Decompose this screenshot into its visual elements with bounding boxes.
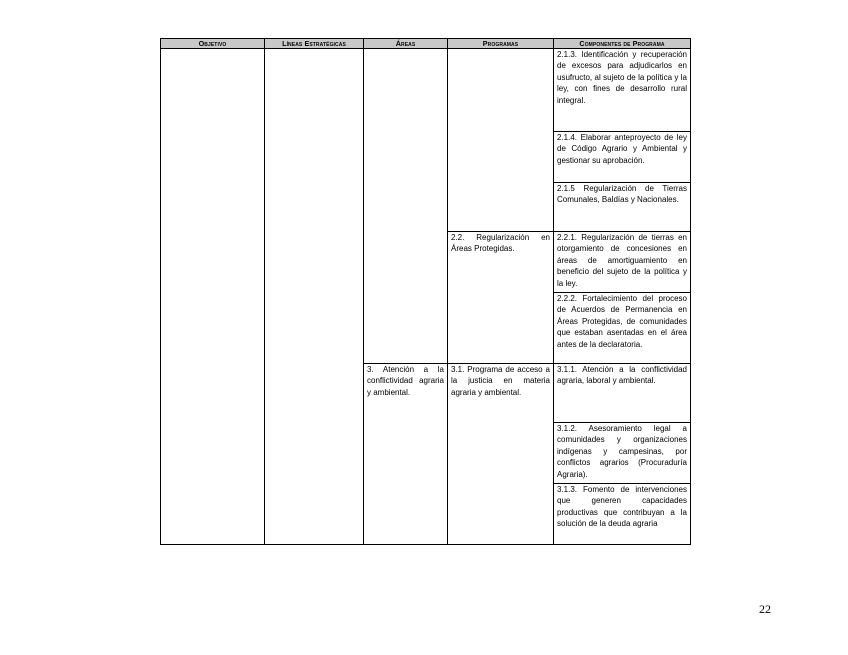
component-3-1-1: 3.1.1. Atención a la conflictividad agraria, laboral y ambiental. — [554, 364, 691, 423]
objetivo-cell — [161, 49, 265, 545]
area-cell-empty — [364, 49, 448, 364]
component-3-1-2: 3.1.2. Asesoramiento legal a comunidades y organizaciones indígenas y campesinas, por conflictos agrarios (Procuraduría Agraria). — [554, 423, 691, 484]
component-2-2-2: 2.2.2. Fortalecimiento del proceso de Acuerdos de Permanencia en Áreas Protegidas, de comunidades que estaban asentadas en el área antes de la declaratoria. — [554, 293, 691, 364]
component-2-1-3: 2.1.3. Identificación y recuperación de excesos para adjudicarlos en usufructo, al sujeto de la política y la ley, con fines de desarrollo rural integral. — [554, 49, 691, 132]
header-programas: Programas — [448, 39, 554, 49]
lineas-estrategicas-cell — [265, 49, 364, 545]
component-2-1-4: 2.1.4. Elaborar anteproyecto de ley de Código Agrario y Ambiental y gestionar su aprobación. — [554, 132, 691, 183]
header-componentes: Componentes de Programa — [554, 39, 691, 49]
component-2-2-1: 2.2.1. Regularización de tierras en otorgamiento de concesiones en áreas de amortiguamiento en beneficio del sujeto de la política y la ley. — [554, 232, 691, 293]
component-2-1-5: 2.1.5 Regularización de Tierras Comunales, Baldías y Nacionales. — [554, 183, 691, 232]
area-3: 3. Atención a la conflictividad agraria y ambiental. — [364, 364, 448, 545]
strategic-plan-table — [160, 38, 691, 545]
table-header-row — [161, 39, 691, 49]
program-3-1: 3.1. Programa de acceso a la justicia en materia agraria y ambiental. — [448, 364, 554, 545]
header-objetivo: Objetivo — [161, 39, 265, 49]
component-3-1-3: 3.1.3. Fomento de intervenciones que generen capacidades productivas que contribuyan a la solución de la deuda agraria — [554, 484, 691, 545]
header-lineas-estrategicas: Líneas Estratégicas — [265, 39, 364, 49]
table-row — [161, 49, 691, 132]
page-number: 22 — [759, 602, 771, 616]
header-areas: Áreas — [364, 39, 448, 49]
program-2-2: 2.2. Regularización en Áreas Protegidas. — [448, 232, 554, 364]
program-cell-empty — [448, 49, 554, 232]
